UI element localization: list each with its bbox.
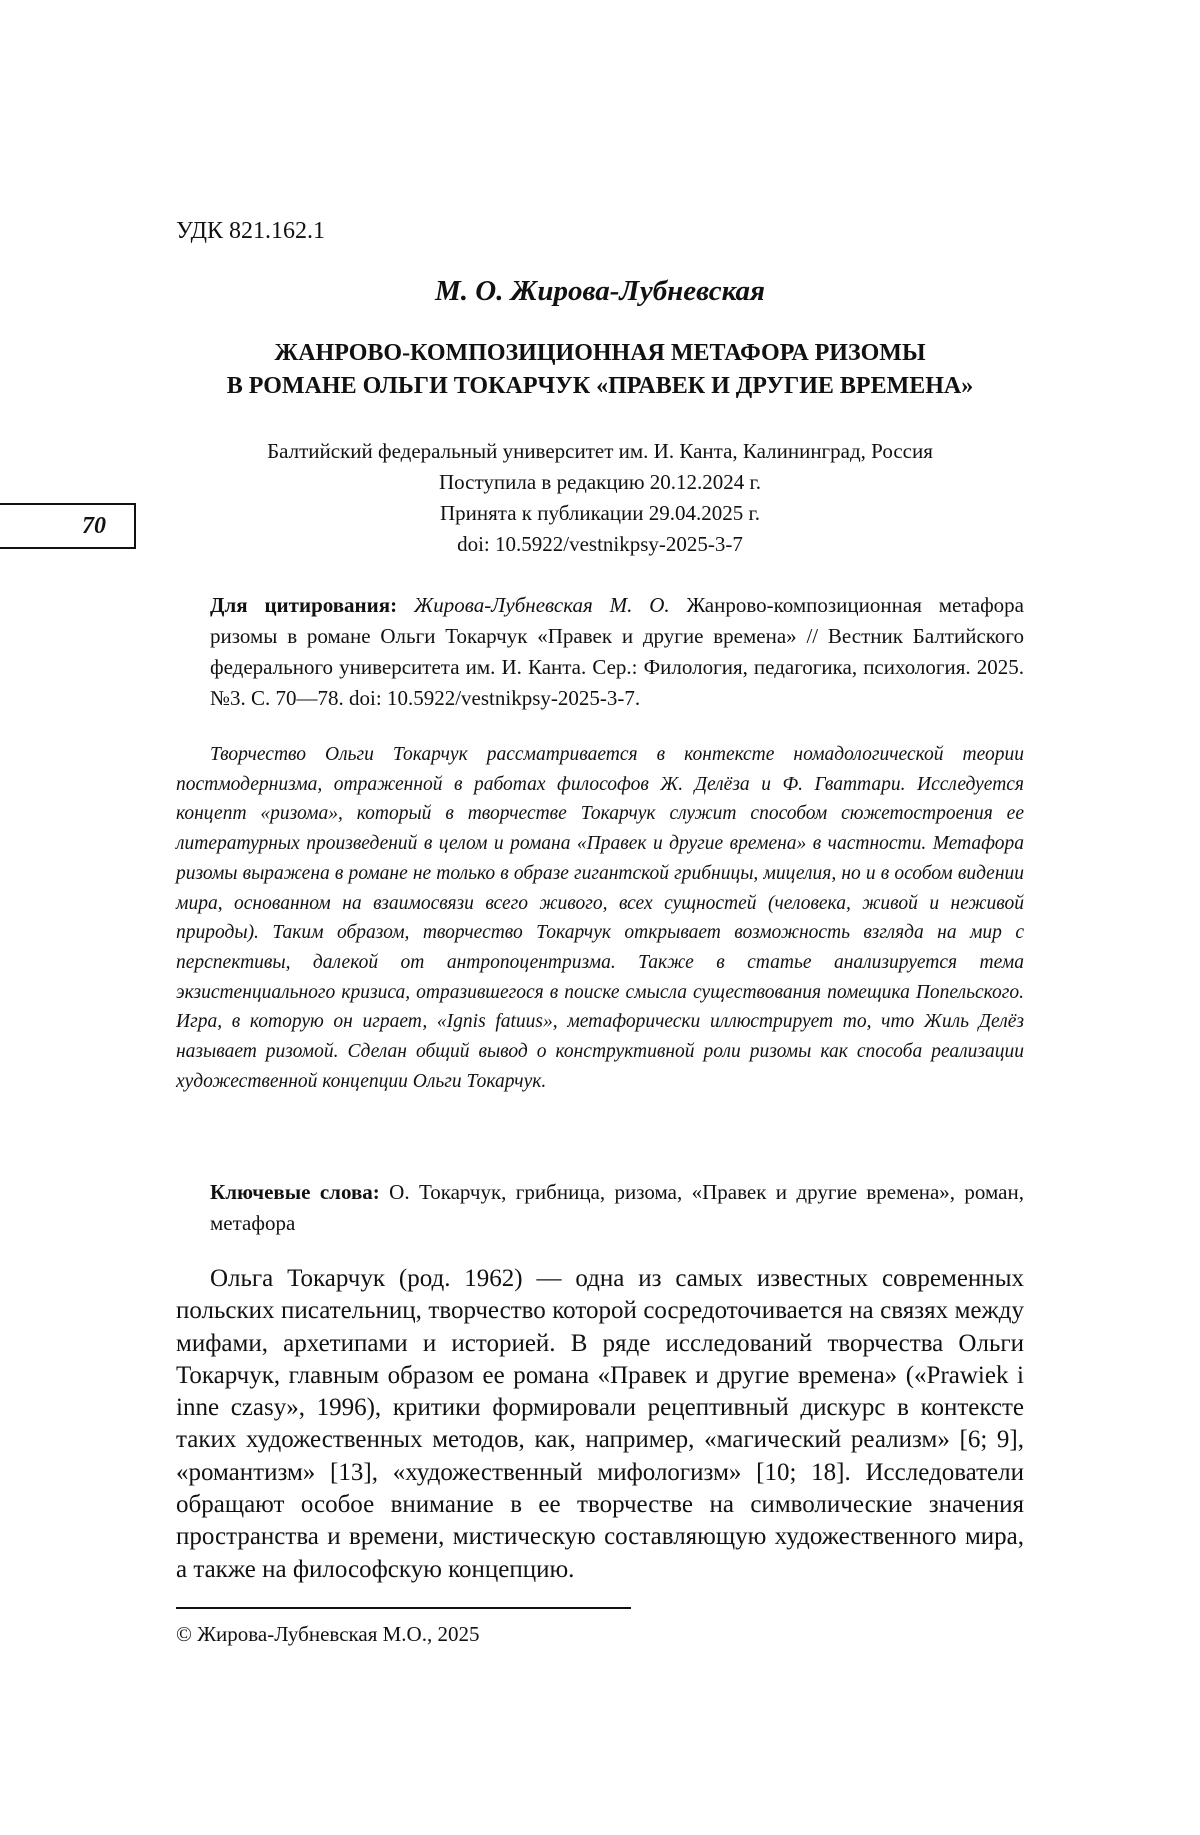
- citation-block: [210, 590, 1024, 714]
- title-line: В РОМАНЕ ОЛЬГИ ТОКАРЧУК «ПРАВЕК И ДРУГИЕ ВРЕМЕНА»: [226, 373, 974, 399]
- keywords-block: [210, 1177, 1024, 1239]
- university: Балтийский федеральный университет им. И. Канта, Калининград, Россия: [267, 439, 933, 463]
- author-name: М. О. Жирова-Лубневская: [434, 275, 766, 307]
- doi: doi: 10.5922/vestnikpsy-2025-3-7: [457, 532, 743, 556]
- citation-text: Жанрово-композиционная метафора ризомы в романе Ольги Токарчук «Правек и другие времена» // Вестник Балтийского федерального университета им. И. Канта. Сер.: Филология, педагогика, психология. 2025. №3. С. 70—78. doi: 10.5922/vestnikpsy-2025-3-7.: [210, 593, 1024, 710]
- footnote-divider: [176, 1607, 631, 1609]
- page-number: 70: [82, 512, 106, 539]
- article-title: [176, 337, 1024, 403]
- citation-label: Для цитирования:: [210, 593, 398, 617]
- citation-author: Жирова-Лубневская М. О.: [413, 593, 670, 617]
- affiliation-block: [176, 436, 1024, 560]
- received-date: Поступила в редакцию 20.12.2024 г.: [438, 470, 761, 494]
- copyright-note: © Жирова-Лубневская М.О., 2025: [176, 1622, 480, 1646]
- abstract: Творчество Ольги Токарчук рассматривается в контексте номадологической теории постмодернизма, отраженной в работах философов Ж. Делёза и Ф. Гваттари. Исследуется концепт «ризома», который в творчестве Токарчук служит способом сюжетостроения ее литературных произведений в целом и романа «Правек и другие времена» в частности. Метафора ризомы выражена в романе не только в образе гигантской грибницы, мицелия, но и в особом видении мира, основанном на взаимосвязи всего живого, всех сущностей (человека, живой и неживой природы). Таким образом, творчество Токарчук открывает возможность взгляда на мир с перспективы, далекой от антропоцентризма. Также в статье анализируется тема экзистенциального кризиса, отразившегося в поиске смысла существования помещика Попельского. Игра, в которую он играет, «Ignis fatuus», метафорически иллюстрирует то, что Жиль Делёз называет ризомой. Сделан общий вывод о конструктивной роли ризомы как способа реализации художественной концепции Ольги Токарчук.: [176, 744, 1024, 1092]
- keywords-text: О. Токарчук, грибница, ризома, «Правек и другие времена», роман, метафора: [210, 1180, 1024, 1235]
- body-paragraph: Ольга Токарчук (род. 1962) — одна из самых известных современных польских писательниц, творчество которой сосредоточивается на связях между мифами, архетипами и историей. В ряде исследований творчества Ольги Токарчук, главным образом ее романа «Правек и другие времена» («Prawiek i inne czasy», 1996), критики формировали рецептивный дискурс в контексте таких художественных методов, как, например, «магический реализм» [6; 9], «романтизм» [13], «художественный мифологизм» [10; 18]. Исследователи обращают особое внимание в ее творчестве на символические значения пространства и времени, мистическую составляющую художественного мира, а также на философскую концепцию.: [176, 1265, 1024, 1583]
- title-line: ЖАНРОВО-КОМПОЗИЦИОННАЯ МЕТАФОРА РИЗОМЫ: [274, 340, 926, 366]
- accepted-date: Принята к публикации 29.04.2025 г.: [439, 501, 760, 525]
- udc-code: УДК 821.162.1: [176, 218, 325, 244]
- keywords-label: Ключевые слова:: [210, 1180, 380, 1204]
- page-number-box: [0, 503, 136, 549]
